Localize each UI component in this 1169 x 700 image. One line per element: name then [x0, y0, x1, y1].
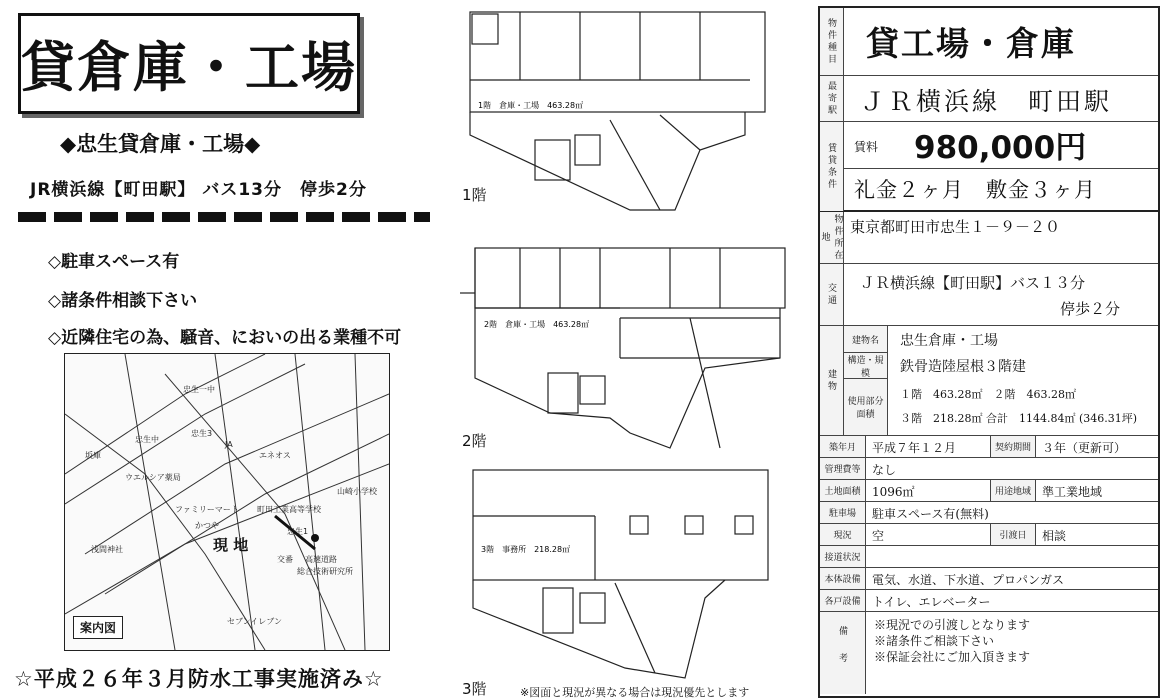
status: 空 — [872, 529, 885, 543]
floor-1-label: 1階 — [462, 186, 487, 204]
header-station: 最寄駅 — [820, 76, 844, 121]
row-built-contract — [820, 436, 1158, 458]
deposit-key-money: 礼金２ヶ月 敷金３ヶ月 — [854, 178, 1096, 202]
row-remarks — [820, 612, 1158, 694]
floor-plan-1f — [460, 10, 770, 220]
header-property-type: 物件種目 — [820, 8, 844, 75]
floor-plan-3f — [465, 468, 775, 683]
structure-label: 構造・規模 — [844, 352, 888, 378]
remark-item: ※保証会社にご加入頂きます — [874, 650, 1031, 664]
structure: 鉄骨造陸屋根３階建 — [900, 359, 1026, 375]
map-label: セブンイレブン — [227, 617, 282, 626]
feature-negotiable: ◇諸条件相談下さい — [48, 291, 198, 311]
header-address: 物件所在地 — [819, 213, 843, 262]
row-address — [820, 212, 1158, 264]
feature-restriction: ◇近隣住宅の為、騒音、においの出る業種不可 — [48, 328, 402, 348]
header-access: 交通 — [820, 264, 844, 325]
management-fee: なし — [872, 463, 897, 477]
facilities-label: 本体設備 — [820, 568, 866, 589]
unit-facilities-label: 各戸設備 — [820, 590, 866, 611]
property-info-sheet — [818, 6, 1160, 698]
listing-title: 貸倉庫・工場 — [18, 13, 360, 114]
status-label: 現況 — [820, 524, 866, 545]
map-label: ウエルシア薬局 — [125, 473, 181, 482]
land-area: 1096㎡ — [872, 485, 915, 499]
row-management-fee — [820, 458, 1158, 480]
map-label: JA — [225, 440, 233, 449]
handover: 相談 — [1042, 529, 1067, 543]
row-road-access — [820, 546, 1158, 568]
contract-label: 契約期間 — [990, 436, 1036, 457]
built-label: 築年月 — [820, 436, 866, 457]
row-access — [820, 264, 1158, 326]
built-date: 平成７年１２月 — [872, 441, 957, 455]
map-label: 浅間神社 — [91, 545, 123, 554]
location-map — [64, 353, 390, 651]
map-label: かつや — [195, 521, 219, 530]
building-name-label: 建物名 — [844, 326, 888, 352]
site-marker-label: 現 地 — [213, 536, 249, 554]
land-area-label: 土地面積 — [820, 480, 866, 501]
decorative-divider — [18, 212, 430, 222]
access-line-2: 停歩２分 — [1060, 300, 1121, 318]
zoning-label: 用途地域 — [990, 480, 1036, 501]
floor-1-area: 1階 倉庫・工場 463.28㎡ — [478, 101, 584, 110]
parking-label: 駐車場 — [820, 502, 866, 523]
header-building: 建物 — [820, 326, 844, 435]
usage-area-label: 使用部分面積 — [844, 378, 888, 435]
handover-label: 引渡日 — [990, 524, 1036, 545]
usage-area-line-2: ３階 218.28㎡ 合計 1144.84㎡ (346.31坪) — [900, 412, 1138, 425]
rent-label: 賃料 — [854, 140, 879, 154]
plan-disclaimer: ※図面と現況が異なる場合は現況優先とします — [520, 686, 750, 699]
waterproofing-note: ☆平成２６年３月防水工事実施済み☆ — [14, 667, 384, 691]
row-nearest-station — [820, 76, 1158, 122]
remarks-label: 備考 — [820, 612, 866, 694]
road-access-label: 接道状況 — [820, 546, 866, 567]
rent-amount: 980,000円 — [914, 130, 1087, 166]
row-status-handover — [820, 524, 1158, 546]
feature-parking: ◇駐車スペース有 — [48, 252, 180, 272]
map-label: エネオス — [259, 451, 291, 460]
contract-term: ３年（更新可） — [1042, 441, 1127, 455]
map-label: 総合技術研究所 — [297, 567, 353, 576]
usage-area-line-1: １階 463.28㎡ ２階 463.28㎡ — [900, 388, 1076, 401]
row-parking — [820, 502, 1158, 524]
nearest-station: ＪＲ横浜線 町田駅 — [860, 87, 1113, 116]
row-property-type — [820, 8, 1158, 76]
map-label: 忠生3 — [191, 429, 213, 438]
row-facilities — [820, 568, 1158, 590]
floor-3-area: 3階 事務所 218.28㎡ — [481, 545, 571, 554]
management-fee-label: 管理費等 — [820, 458, 866, 479]
remark-item: ※現況での引渡しとなります — [874, 618, 1031, 632]
row-unit-facilities — [820, 590, 1158, 612]
row-land-zoning — [820, 480, 1158, 502]
map-label: 交番 — [277, 555, 293, 564]
floor-2-label: 2階 — [462, 432, 487, 450]
row-rental-terms — [820, 122, 1158, 212]
map-label: 山崎小学校 — [337, 487, 377, 496]
terms-divider — [844, 168, 1158, 169]
address: 東京都町田市忠生１－９－２０ — [850, 218, 1061, 236]
access-summary: JR横浜線【町田駅】 バス13分 停歩2分 — [30, 180, 367, 200]
map-label: 町田工業高等学校 — [257, 505, 321, 514]
parking: 駐車スペース有(無料) — [872, 507, 989, 521]
property-subtitle: ◆忠生貸倉庫・工場◆ — [60, 132, 261, 156]
map-label: 坂庫 — [85, 451, 101, 460]
map-caption: 案内図 — [73, 616, 123, 639]
access-line-1: ＪＲ横浜線【町田駅】バス１３分 — [860, 274, 1086, 292]
floor-plan-2f — [460, 228, 790, 453]
map-label: 忠生1 — [287, 527, 309, 536]
header-terms: 賃貸条件 — [820, 122, 844, 211]
facilities: 電気、水道、下水道、プロパンガス — [872, 573, 1065, 587]
map-label: ファミリーマート — [175, 505, 239, 514]
map-roads — [65, 354, 389, 650]
floor-2-area: 2階 倉庫・工場 463.28㎡ — [484, 320, 590, 329]
unit-facilities: トイレ、エレベーター — [872, 595, 991, 609]
remark-item: ※諸条件ご相談下さい — [874, 634, 995, 648]
zoning: 準工業地域 — [1042, 485, 1103, 499]
map-label: 忠生一中 — [183, 385, 215, 394]
row-building — [820, 326, 1158, 436]
building-name: 忠生倉庫・工場 — [900, 333, 998, 349]
property-type: 貸工場・倉庫 — [866, 24, 1076, 63]
map-label: 忠生中 — [135, 435, 159, 444]
map-label: 高速道路 — [305, 555, 337, 564]
floor-3-label: 3階 — [462, 680, 487, 698]
